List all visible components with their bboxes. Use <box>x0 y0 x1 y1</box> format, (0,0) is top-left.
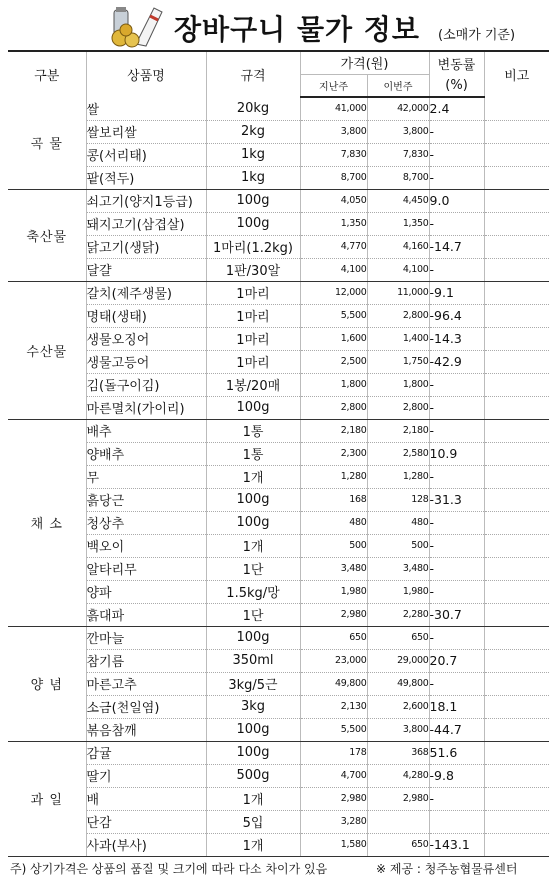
product-name-cell: 흙대파 <box>86 603 206 626</box>
this-week-price-cell: 4,280 <box>367 764 429 787</box>
note-cell <box>484 557 549 580</box>
spec-cell: 1마리 <box>206 350 300 373</box>
last-week-price-cell: 500 <box>300 534 367 557</box>
note-cell <box>484 189 549 212</box>
table-row <box>8 580 549 603</box>
spec-cell: 1개 <box>206 465 300 488</box>
note-cell <box>484 511 549 534</box>
table-row <box>8 419 549 442</box>
this-week-price-cell: 368 <box>367 741 429 764</box>
table-row <box>8 442 549 465</box>
product-name-cell: 딸기 <box>86 764 206 787</box>
spec-cell: 3kg <box>206 695 300 718</box>
page-subtitle: (소매가 기준) <box>438 28 516 43</box>
change-rate-cell: - <box>429 166 484 189</box>
product-name-cell: 소금(천일염) <box>86 695 206 718</box>
category-cell: 양 념 <box>8 626 86 741</box>
last-week-price-cell: 1,600 <box>300 327 367 350</box>
change-rate-cell: - <box>429 212 484 235</box>
product-name-cell: 배 <box>86 787 206 810</box>
spec-cell: 1kg <box>206 166 300 189</box>
change-rate-cell: - <box>429 373 484 396</box>
this-week-price-cell: 4,450 <box>367 189 429 212</box>
product-name-cell: 돼지고기(삼겹살) <box>86 212 206 235</box>
header-category: 구분 <box>8 51 86 97</box>
change-rate-cell: - <box>429 511 484 534</box>
last-week-price-cell: 4,100 <box>300 258 367 281</box>
last-week-price-cell: 3,480 <box>300 557 367 580</box>
header-note: 비고 <box>484 51 549 97</box>
change-rate-cell: 51.6 <box>429 741 484 764</box>
spec-cell: 100g <box>206 396 300 419</box>
this-week-price-cell: 1,350 <box>367 212 429 235</box>
product-name-cell: 감귤 <box>86 741 206 764</box>
category-cell: 축산물 <box>8 189 86 281</box>
spec-cell: 1개 <box>206 534 300 557</box>
spec-cell: 20kg <box>206 97 300 120</box>
change-rate-cell: -30.7 <box>429 603 484 626</box>
this-week-price-cell: 1,750 <box>367 350 429 373</box>
last-week-price-cell: 49,800 <box>300 672 367 695</box>
note-cell <box>484 764 549 787</box>
table-row <box>8 764 549 787</box>
product-name-cell: 달걀 <box>86 258 206 281</box>
change-rate-cell: -143.1 <box>429 833 484 856</box>
note-cell <box>484 649 549 672</box>
spec-cell: 2kg <box>206 120 300 143</box>
product-name-cell: 콩(서리태) <box>86 143 206 166</box>
spec-cell: 100g <box>206 189 300 212</box>
footer-source: ※ 제공 : 청주농협물류센터 <box>376 862 518 876</box>
footer-note: 주) 상기가격은 상품의 품질 및 크기에 따라 다소 차이가 있음 <box>10 862 328 876</box>
note-cell <box>484 143 549 166</box>
note-cell <box>484 465 549 488</box>
this-week-price-cell: 11,000 <box>367 281 429 304</box>
note-cell <box>484 787 549 810</box>
note-cell <box>484 488 549 511</box>
product-name-cell: 알타리무 <box>86 557 206 580</box>
product-name-cell: 양배추 <box>86 442 206 465</box>
table-row <box>8 396 549 419</box>
product-name-cell: 배추 <box>86 419 206 442</box>
header-product: 상품명 <box>86 51 206 97</box>
note-cell <box>484 350 549 373</box>
change-rate-cell: - <box>429 787 484 810</box>
last-week-price-cell: 178 <box>300 741 367 764</box>
header-this-week: 이번주 <box>367 74 429 97</box>
change-rate-cell: - <box>429 557 484 580</box>
change-rate-cell: - <box>429 143 484 166</box>
this-week-price-cell: 480 <box>367 511 429 534</box>
header-change: 변동률 <box>429 51 484 74</box>
note-cell <box>484 580 549 603</box>
table-row <box>8 511 549 534</box>
table-row <box>8 557 549 580</box>
category-cell: 과 일 <box>8 741 86 856</box>
change-rate-cell: - <box>429 580 484 603</box>
product-name-cell: 쌀 <box>86 97 206 120</box>
spec-cell: 1판/30알 <box>206 258 300 281</box>
change-rate-cell: - <box>429 465 484 488</box>
spec-cell: 1kg <box>206 143 300 166</box>
spec-cell: 100g <box>206 488 300 511</box>
product-name-cell: 참기름 <box>86 649 206 672</box>
this-week-price-cell: 4,100 <box>367 258 429 281</box>
last-week-price-cell: 4,050 <box>300 189 367 212</box>
table-row <box>8 488 549 511</box>
last-week-price-cell: 23,000 <box>300 649 367 672</box>
table-row <box>8 672 549 695</box>
spec-cell: 500g <box>206 764 300 787</box>
note-cell <box>484 419 549 442</box>
change-rate-cell: - <box>429 672 484 695</box>
header-last-week: 지난주 <box>300 74 367 97</box>
table-row <box>8 787 549 810</box>
this-week-price-cell: 3,800 <box>367 718 429 741</box>
change-rate-cell: -96.4 <box>429 304 484 327</box>
this-week-price-cell: 2,980 <box>367 787 429 810</box>
table-row <box>8 718 549 741</box>
product-name-cell: 김(돌구이김) <box>86 373 206 396</box>
this-week-price-cell: 650 <box>367 833 429 856</box>
table-row <box>8 304 549 327</box>
category-cell: 수산물 <box>8 281 86 419</box>
change-rate-cell: - <box>429 534 484 557</box>
spec-cell: 1마리 <box>206 281 300 304</box>
note-cell <box>484 304 549 327</box>
table-row <box>8 143 549 166</box>
header-change-unit: (%) <box>429 74 484 97</box>
change-rate-cell: 9.0 <box>429 189 484 212</box>
note-cell <box>484 166 549 189</box>
product-name-cell: 생물오징어 <box>86 327 206 350</box>
table-row <box>8 603 549 626</box>
table-row <box>8 281 549 304</box>
last-week-price-cell: 168 <box>300 488 367 511</box>
table-row <box>8 258 549 281</box>
table-row <box>8 626 549 649</box>
table-row <box>8 373 549 396</box>
table-row <box>8 189 549 212</box>
last-week-price-cell: 3,800 <box>300 120 367 143</box>
change-rate-cell: -9.1 <box>429 281 484 304</box>
table-row <box>8 212 549 235</box>
table-row <box>8 833 549 856</box>
spec-cell: 1봉/20매 <box>206 373 300 396</box>
last-week-price-cell: 4,700 <box>300 764 367 787</box>
note-cell <box>484 327 549 350</box>
note-cell <box>484 212 549 235</box>
product-name-cell: 사과(부사) <box>86 833 206 856</box>
change-rate-cell: - <box>429 626 484 649</box>
note-cell <box>484 396 549 419</box>
header-price: 가격(원) <box>300 51 429 74</box>
table-row <box>8 327 549 350</box>
change-rate-cell: 20.7 <box>429 649 484 672</box>
last-week-price-cell: 2,800 <box>300 396 367 419</box>
last-week-price-cell: 2,500 <box>300 350 367 373</box>
this-week-price-cell: 49,800 <box>367 672 429 695</box>
spec-cell: 1통 <box>206 442 300 465</box>
note-cell <box>484 97 549 120</box>
product-name-cell: 팥(적두) <box>86 166 206 189</box>
note-cell <box>484 718 549 741</box>
this-week-price-cell <box>367 810 429 833</box>
table-row <box>8 235 549 258</box>
this-week-price-cell: 1,980 <box>367 580 429 603</box>
this-week-price-cell: 2,580 <box>367 442 429 465</box>
change-rate-cell: -44.7 <box>429 718 484 741</box>
spec-cell: 1.5kg/망 <box>206 580 300 603</box>
note-cell <box>484 695 549 718</box>
note-cell <box>484 281 549 304</box>
table-row <box>8 166 549 189</box>
this-week-price-cell: 8,700 <box>367 166 429 189</box>
change-rate-cell: 2.4 <box>429 97 484 120</box>
this-week-price-cell: 29,000 <box>367 649 429 672</box>
change-rate-cell: 18.1 <box>429 695 484 718</box>
table-row <box>8 350 549 373</box>
last-week-price-cell: 1,980 <box>300 580 367 603</box>
last-week-price-cell: 1,350 <box>300 212 367 235</box>
table-row <box>8 649 549 672</box>
note-cell <box>484 810 549 833</box>
product-name-cell: 생물고등어 <box>86 350 206 373</box>
spec-cell: 1통 <box>206 419 300 442</box>
this-week-price-cell: 42,000 <box>367 97 429 120</box>
change-rate-cell <box>429 810 484 833</box>
note-cell <box>484 120 549 143</box>
product-name-cell: 백오이 <box>86 534 206 557</box>
last-week-price-cell: 8,700 <box>300 166 367 189</box>
product-name-cell: 마른고추 <box>86 672 206 695</box>
product-name-cell: 명태(생태) <box>86 304 206 327</box>
spec-cell: 3kg/5근 <box>206 672 300 695</box>
change-rate-cell: -31.3 <box>429 488 484 511</box>
last-week-price-cell: 41,000 <box>300 97 367 120</box>
spec-cell: 1개 <box>206 787 300 810</box>
header-spec: 규격 <box>206 51 300 97</box>
product-name-cell: 볶음참깨 <box>86 718 206 741</box>
table-row <box>8 810 549 833</box>
table-row <box>8 741 549 764</box>
product-name-cell: 단감 <box>86 810 206 833</box>
note-cell <box>484 626 549 649</box>
change-rate-cell: - <box>429 258 484 281</box>
table-row <box>8 120 549 143</box>
last-week-price-cell: 1,280 <box>300 465 367 488</box>
note-cell <box>484 373 549 396</box>
note-cell <box>484 258 549 281</box>
change-rate-cell: 10.9 <box>429 442 484 465</box>
page-title: 장바구니 물가 정보 <box>174 13 420 46</box>
note-cell <box>484 235 549 258</box>
last-week-price-cell: 2,300 <box>300 442 367 465</box>
spec-cell: 100g <box>206 741 300 764</box>
product-name-cell: 청상추 <box>86 511 206 534</box>
spec-cell: 100g <box>206 511 300 534</box>
last-week-price-cell: 3,280 <box>300 810 367 833</box>
change-rate-cell: - <box>429 419 484 442</box>
spec-cell: 350ml <box>206 649 300 672</box>
change-rate-cell: -14.3 <box>429 327 484 350</box>
note-cell <box>484 833 549 856</box>
this-week-price-cell: 2,800 <box>367 396 429 419</box>
product-name-cell: 깐마늘 <box>86 626 206 649</box>
change-rate-cell: - <box>429 120 484 143</box>
category-cell: 곡 물 <box>8 97 86 189</box>
this-week-price-cell: 2,180 <box>367 419 429 442</box>
header <box>0 0 556 48</box>
spec-cell: 1마리 <box>206 304 300 327</box>
change-rate-cell: - <box>429 396 484 419</box>
spec-cell: 1개 <box>206 833 300 856</box>
last-week-price-cell: 650 <box>300 626 367 649</box>
product-name-cell: 쇠고기(양지1등급) <box>86 189 206 212</box>
spec-cell: 1마리(1.2kg) <box>206 235 300 258</box>
this-week-price-cell: 4,160 <box>367 235 429 258</box>
last-week-price-cell: 2,180 <box>300 419 367 442</box>
product-name-cell: 갈치(제주생물) <box>86 281 206 304</box>
change-rate-cell: -42.9 <box>429 350 484 373</box>
note-cell <box>484 534 549 557</box>
this-week-price-cell: 500 <box>367 534 429 557</box>
this-week-price-cell: 7,830 <box>367 143 429 166</box>
spec-cell: 100g <box>206 626 300 649</box>
spec-cell: 5입 <box>206 810 300 833</box>
this-week-price-cell: 1,400 <box>367 327 429 350</box>
last-week-price-cell: 5,500 <box>300 304 367 327</box>
product-name-cell: 마른멸치(가이리) <box>86 396 206 419</box>
category-cell: 채 소 <box>8 419 86 626</box>
price-table <box>8 50 549 857</box>
last-week-price-cell: 480 <box>300 511 367 534</box>
spec-cell: 1단 <box>206 603 300 626</box>
note-cell <box>484 672 549 695</box>
last-week-price-cell: 1,800 <box>300 373 367 396</box>
last-week-price-cell: 2,980 <box>300 787 367 810</box>
this-week-price-cell: 3,800 <box>367 120 429 143</box>
spec-cell: 1단 <box>206 557 300 580</box>
table-row <box>8 695 549 718</box>
this-week-price-cell: 3,480 <box>367 557 429 580</box>
product-name-cell: 무 <box>86 465 206 488</box>
this-week-price-cell: 2,800 <box>367 304 429 327</box>
spec-cell: 1마리 <box>206 327 300 350</box>
change-rate-cell: -14.7 <box>429 235 484 258</box>
this-week-price-cell: 1,800 <box>367 373 429 396</box>
note-cell <box>484 442 549 465</box>
last-week-price-cell: 7,830 <box>300 143 367 166</box>
shopping-basket-icon <box>106 4 168 48</box>
spec-cell: 100g <box>206 212 300 235</box>
table-row <box>8 465 549 488</box>
last-week-price-cell: 1,580 <box>300 833 367 856</box>
last-week-price-cell: 4,770 <box>300 235 367 258</box>
note-cell <box>484 603 549 626</box>
table-row <box>8 97 549 120</box>
last-week-price-cell: 5,500 <box>300 718 367 741</box>
this-week-price-cell: 1,280 <box>367 465 429 488</box>
table-row <box>8 534 549 557</box>
spec-cell: 100g <box>206 718 300 741</box>
price-table-body <box>8 97 549 856</box>
product-name-cell: 양파 <box>86 580 206 603</box>
change-rate-cell: -9.8 <box>429 764 484 787</box>
product-name-cell: 닭고기(생닭) <box>86 235 206 258</box>
last-week-price-cell: 2,980 <box>300 603 367 626</box>
this-week-price-cell: 2,280 <box>367 603 429 626</box>
this-week-price-cell: 128 <box>367 488 429 511</box>
this-week-price-cell: 650 <box>367 626 429 649</box>
last-week-price-cell: 2,130 <box>300 695 367 718</box>
this-week-price-cell: 2,600 <box>367 695 429 718</box>
note-cell <box>484 741 549 764</box>
product-name-cell: 쌀보리쌀 <box>86 120 206 143</box>
product-name-cell: 흙당근 <box>86 488 206 511</box>
last-week-price-cell: 12,000 <box>300 281 367 304</box>
